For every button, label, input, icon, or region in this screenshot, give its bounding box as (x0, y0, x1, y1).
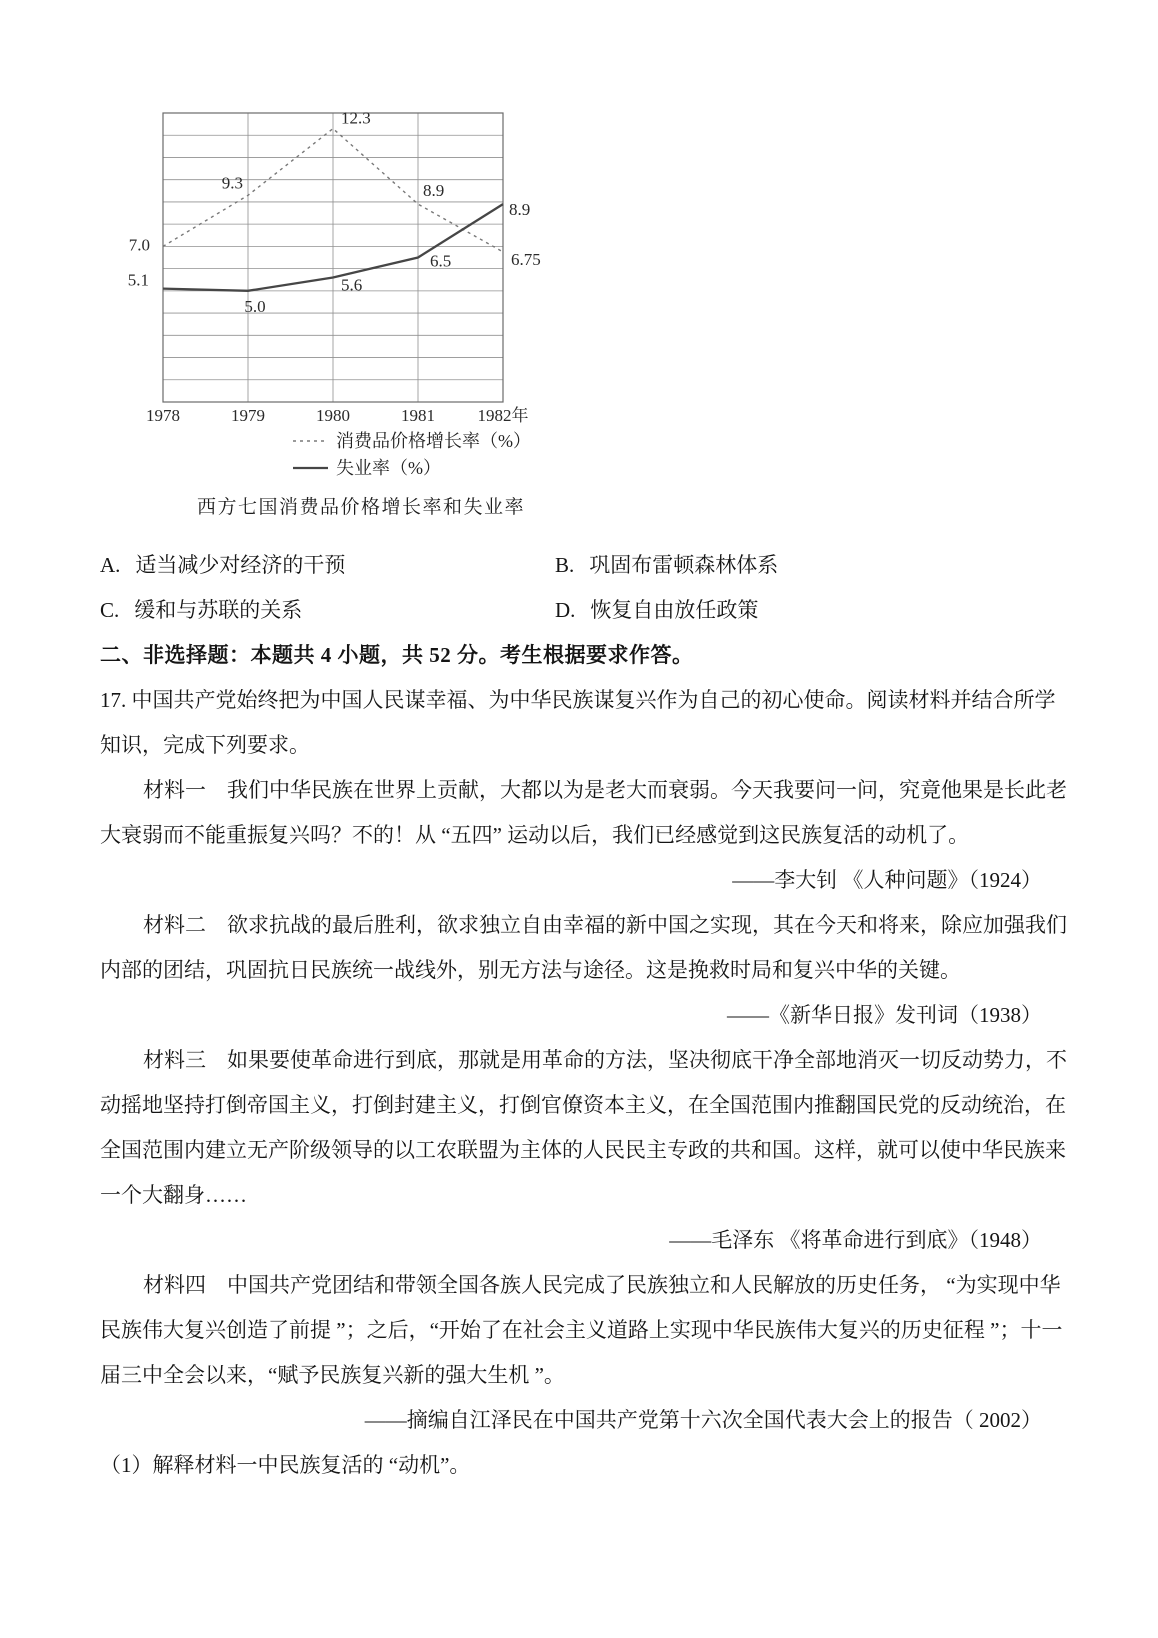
q17-line: 材料三 如果要使革命进行到底，那就是用革命的方法，坚决彻底干净全部地消灭一切反动势力，不 (143, 1048, 1067, 1072)
data-point-label: 12.3 (341, 108, 371, 128)
q17-line: 内部的团结，巩固抗日民族统一战线外，别无方法与途径。这是挽救时局和复兴中华的关键。 (100, 958, 961, 982)
q17-line: 材料一 我们中华民族在世界上贡献，大都以为是老大而衰弱。今天我要问一问，究竟他果是长此老 (143, 778, 1067, 802)
data-point-label: 9.3 (221, 173, 243, 193)
q17-line: 17. 中国共产党始终把为中国人民谋幸福、为中华民族谋复兴作为自己的初心使命。阅读材料并结合所学 (100, 688, 1056, 712)
option-b-text: 巩固布雷顿森林体系 (589, 553, 779, 577)
data-point-label: 6.75 (511, 249, 541, 269)
x-axis-tick-label: 1981 (401, 406, 435, 425)
q17-line: ——摘编自江泽民在中国共产党第十六次全国代表大会上的报告（ 2002） (364, 1408, 1042, 1432)
data-point-label: 5.1 (127, 270, 149, 290)
x-axis-tick-label: 1979 (231, 406, 265, 425)
q17-line: 一个大翻身…… (100, 1183, 247, 1207)
option-a-text: 适当减少对经济的干预 (135, 553, 346, 577)
options-row-1 (100, 543, 1058, 588)
section-header: 二、非选择题：本题共 4 小题，共 52 分。考生根据要求作答。 (100, 643, 694, 667)
q17-line: ——毛泽东 《将革命进行到底》（1948） (669, 1228, 1042, 1252)
data-point-label: 7.0 (128, 235, 150, 255)
q17-line: 材料二 欲求抗战的最后胜利，欲求独立自由幸福的新中国之实现，其在今天和将来，除应加强我们 (143, 913, 1067, 937)
legend-label: 失业率（%） (336, 458, 441, 478)
option-c (100, 588, 555, 633)
q17-line: 动摇地坚持打倒帝国主义，打倒封建主义，打倒官僚资本主义，在全国范围内推翻国民党的反动统治，在 (100, 1093, 1066, 1117)
q17-line: 民族伟大复兴创造了前提 ”；之后，“开始了在社会主义道路上实现中华民族伟大复兴的历史征程 ”；十一 (100, 1318, 1063, 1342)
q17-line: 大衰弱而不能重振复兴吗？不的！从 “五四” 运动以后，我们已经感觉到这民族复活的动机了。 (100, 823, 970, 847)
option-d-text: 恢复自由放任政策 (590, 598, 759, 622)
q17-line: 知识，完成下列要求。 (100, 733, 310, 757)
x-axis-tick-label: 1978 (146, 406, 180, 425)
option-a (100, 543, 555, 588)
price-unemployment-chart (100, 100, 580, 530)
q17-line: 届三中全会以来，“赋予民族复兴新的强大生机 ”。 (100, 1363, 565, 1387)
data-point-label: 8.9 (509, 200, 531, 220)
q17-line: 材料四 中国共产党团结和带领全国各族人民完成了民族独立和人民解放的历史任务， “为实现中华 (143, 1273, 1061, 1297)
data-point-label: 8.9 (423, 181, 445, 201)
data-point-label: 5.0 (244, 296, 266, 316)
chart-title: 西方七国消费品价格增长率和失业率 (196, 497, 526, 518)
q17-line: ——李大钊 《人种问题》（1924） (732, 868, 1042, 892)
q17-line: ——《新华日报》发刊词（1938） (727, 1003, 1042, 1027)
option-d (555, 588, 758, 633)
q17-line: （1）解释材料一中民族复活的 “动机”。 (100, 1453, 471, 1477)
option-b (555, 543, 778, 588)
legend-label: 消费品价格增长率（%） (336, 431, 531, 451)
data-point-label: 6.5 (430, 251, 452, 271)
x-axis-tick-label: 1982年 (477, 406, 529, 425)
option-d-key: D. (555, 598, 576, 622)
data-point-label: 5.6 (341, 275, 363, 295)
option-a-key: A. (100, 553, 121, 577)
option-c-key: C. (100, 598, 120, 622)
question-text-block (100, 543, 1067, 1488)
question-17 (100, 678, 1067, 1488)
option-c-text: 缓和与苏联的关系 (134, 598, 303, 622)
q17-line: 全国范围内建立无产阶级领导的以工农联盟为主体的人民民主专政的共和国。这样，就可以使中华民族来 (100, 1138, 1066, 1162)
x-axis-tick-label: 1980 (316, 406, 350, 425)
options-row-2 (100, 588, 1058, 633)
option-b-key: B. (555, 553, 575, 577)
